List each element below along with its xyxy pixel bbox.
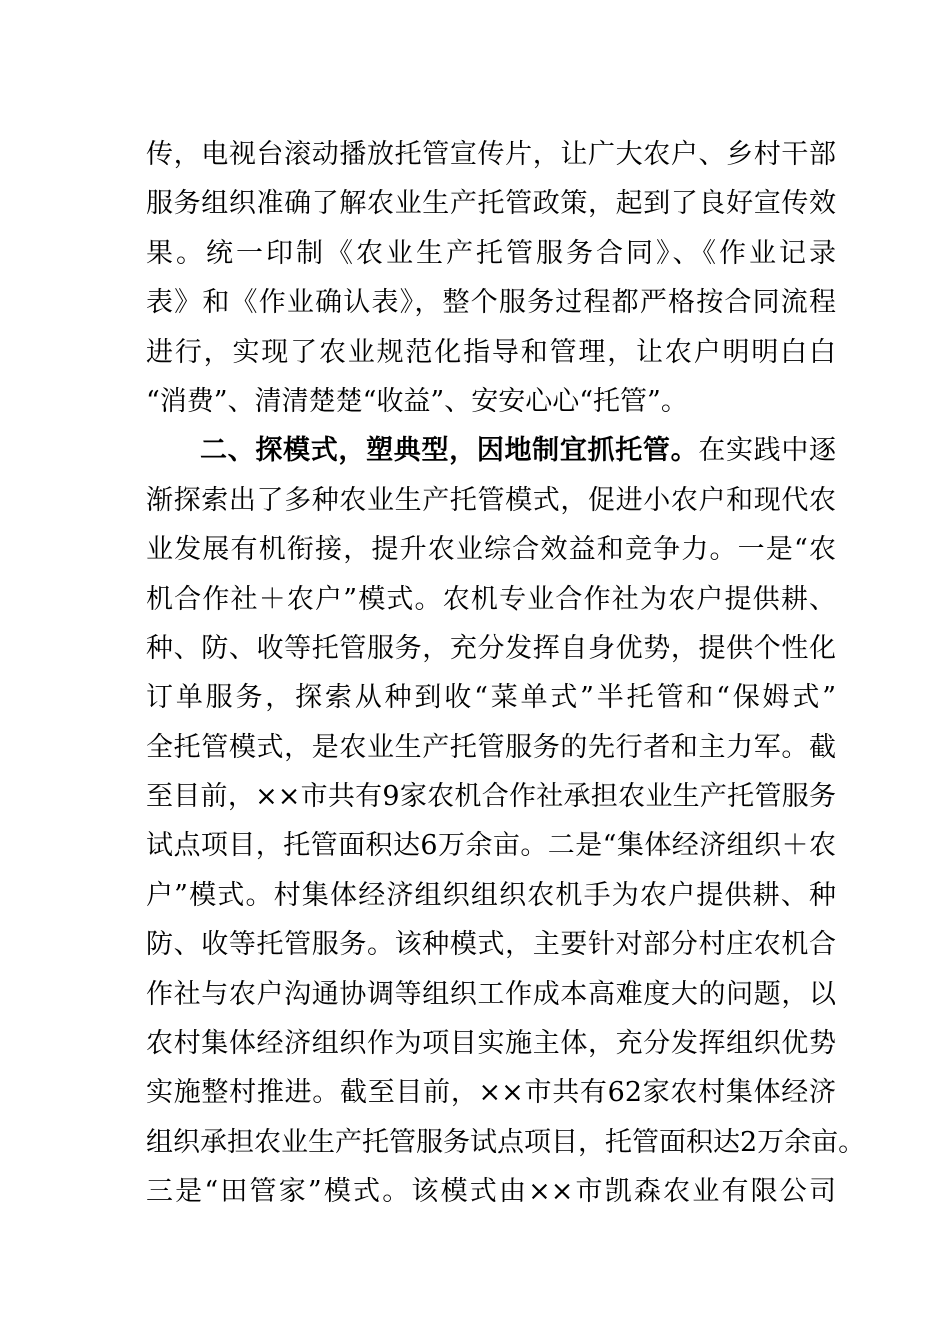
text-line: 果。统一印制《农业生产托管服务合同》、《作业记录: [146, 237, 836, 269]
body-text: [146, 130, 866, 1217]
section-heading-line: [146, 426, 836, 475]
section-heading: 二、探模式，塑典型，因地制宜抓托管。: [200, 435, 699, 467]
text-line: 农村集体经济组织作为项目实施主体，充分发挥组织优势: [146, 1028, 836, 1060]
text-line: 户”模式。村集体经济组织组织农机手为农户提供耕、种: [146, 879, 836, 911]
text-line: 至目前，××市共有9家农机合作社承担农业生产托管服务: [146, 781, 836, 813]
text-line: 作社与农户沟通协调等组织工作成本高难度大的问题，以: [146, 978, 836, 1010]
text-line: 业发展有机衔接，提升农业综合效益和竞争力。一是“农: [146, 534, 836, 566]
text-line: 组织承担农业生产托管服务试点项目，托管面积达2万余亩。: [146, 1126, 866, 1158]
text-line: 种、防、收等托管服务，充分发挥自身优势，提供个性化: [146, 632, 836, 664]
text-line: “消费”、清清楚楚“收益”、安安心心“托管”。: [146, 385, 688, 417]
text-line: 实施整村推进。截至目前，××市共有62家农村集体经济: [146, 1077, 836, 1109]
text-line: 服务组织准确了解农业生产托管政策，起到了良好宣传效: [146, 188, 836, 220]
text-line: 表》和《作业确认表》，整个服务过程都严格按合同流程: [146, 287, 836, 319]
text-line: 三是“田管家”模式。该模式由××市凯森农业有限公司: [146, 1176, 836, 1208]
text-line: 机合作社＋农户”模式。农机专业合作社为农户提供耕、: [146, 583, 836, 615]
text-line: 全托管模式，是农业生产托管服务的先行者和主力军。截: [146, 731, 836, 763]
section-heading-continuation: 在实践中逐: [698, 435, 837, 467]
text-line: 订单服务，探索从种到收“菜单式”半托管和“保姆式”: [146, 682, 836, 714]
text-line: 进行，实现了农业规范化指导和管理，让农户明明白白: [146, 336, 836, 368]
text-line: 渐探索出了多种农业生产托管模式，促进小农户和现代农: [146, 484, 836, 516]
text-line: 传，电视台滚动播放托管宣传片，让广大农户、乡村干部: [146, 139, 836, 170]
text-line: 防、收等托管服务。该种模式，主要针对部分村庄农机合: [146, 929, 836, 961]
text-line: 试点项目，托管面积达6万余亩。二是“集体经济组织＋农: [146, 830, 836, 862]
